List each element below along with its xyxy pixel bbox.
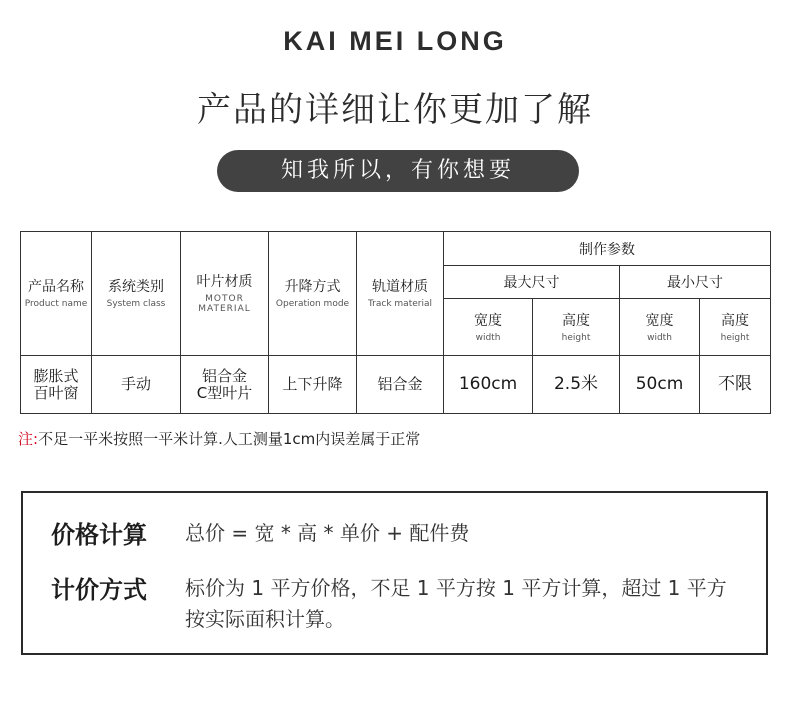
cell-track-material: 铝合金 bbox=[357, 356, 444, 414]
cell-max-width: 160cm bbox=[444, 356, 533, 414]
col-header-max-size: 最大尺寸 bbox=[444, 266, 620, 299]
cell-blade-material: 铝合金 C型叶片 bbox=[181, 356, 269, 414]
col-header-min-size: 最小尺寸 bbox=[620, 266, 771, 299]
measurement-note bbox=[18, 428, 420, 449]
col-header-min-height: 高度 height bbox=[700, 299, 771, 356]
pricing-formula-label: 价格计算 bbox=[51, 521, 147, 549]
cell-system-class: 手动 bbox=[92, 356, 181, 414]
slogan-banner: 知我所以，有你想要 bbox=[217, 150, 579, 192]
spec-table bbox=[20, 231, 771, 414]
cell-min-width: 50cm bbox=[620, 356, 700, 414]
col-header-production-params: 制作参数 bbox=[444, 232, 771, 266]
col-header-operation-mode: 升降方式 Operation mode bbox=[269, 232, 357, 356]
pricing-formula-text: 总价 = 宽 * 高 * 单价 + 配件费 bbox=[185, 521, 470, 545]
note-prefix: 注: bbox=[18, 430, 39, 448]
page-headline: 产品的详细让你更加了解 bbox=[197, 90, 593, 130]
col-header-min-width: 宽度 width bbox=[620, 299, 700, 356]
cell-min-height: 不限 bbox=[700, 356, 771, 414]
note-text: 不足一平米按照一平米计算.人工测量1cm内误差属于正常 bbox=[38, 430, 421, 448]
cell-max-height: 2.5米 bbox=[533, 356, 620, 414]
col-header-blade-material: 叶片材质 MOTOR MATERIAL bbox=[181, 232, 269, 356]
table-row bbox=[21, 356, 771, 414]
col-header-system-class: 系统类别 System class bbox=[92, 232, 181, 356]
pricing-method-text: 标价为 1 平方价格，不足 1 平方按 1 平方计算，超过 1 平方按实际面积计算。 bbox=[185, 576, 727, 631]
col-header-track-material: 轨道材质 Track material bbox=[357, 232, 444, 356]
col-header-product-name: 产品名称 Product name bbox=[21, 232, 92, 356]
col-header-max-width: 宽度 width bbox=[444, 299, 533, 356]
pricing-box bbox=[21, 491, 768, 655]
cell-product-name: 膨胀式 百叶窗 bbox=[21, 356, 92, 414]
pricing-method-label: 计价方式 bbox=[51, 576, 147, 604]
col-header-max-height: 高度 height bbox=[533, 299, 620, 356]
brand-title: KAI MEI LONG bbox=[283, 26, 507, 56]
cell-operation-mode: 上下升降 bbox=[269, 356, 357, 414]
